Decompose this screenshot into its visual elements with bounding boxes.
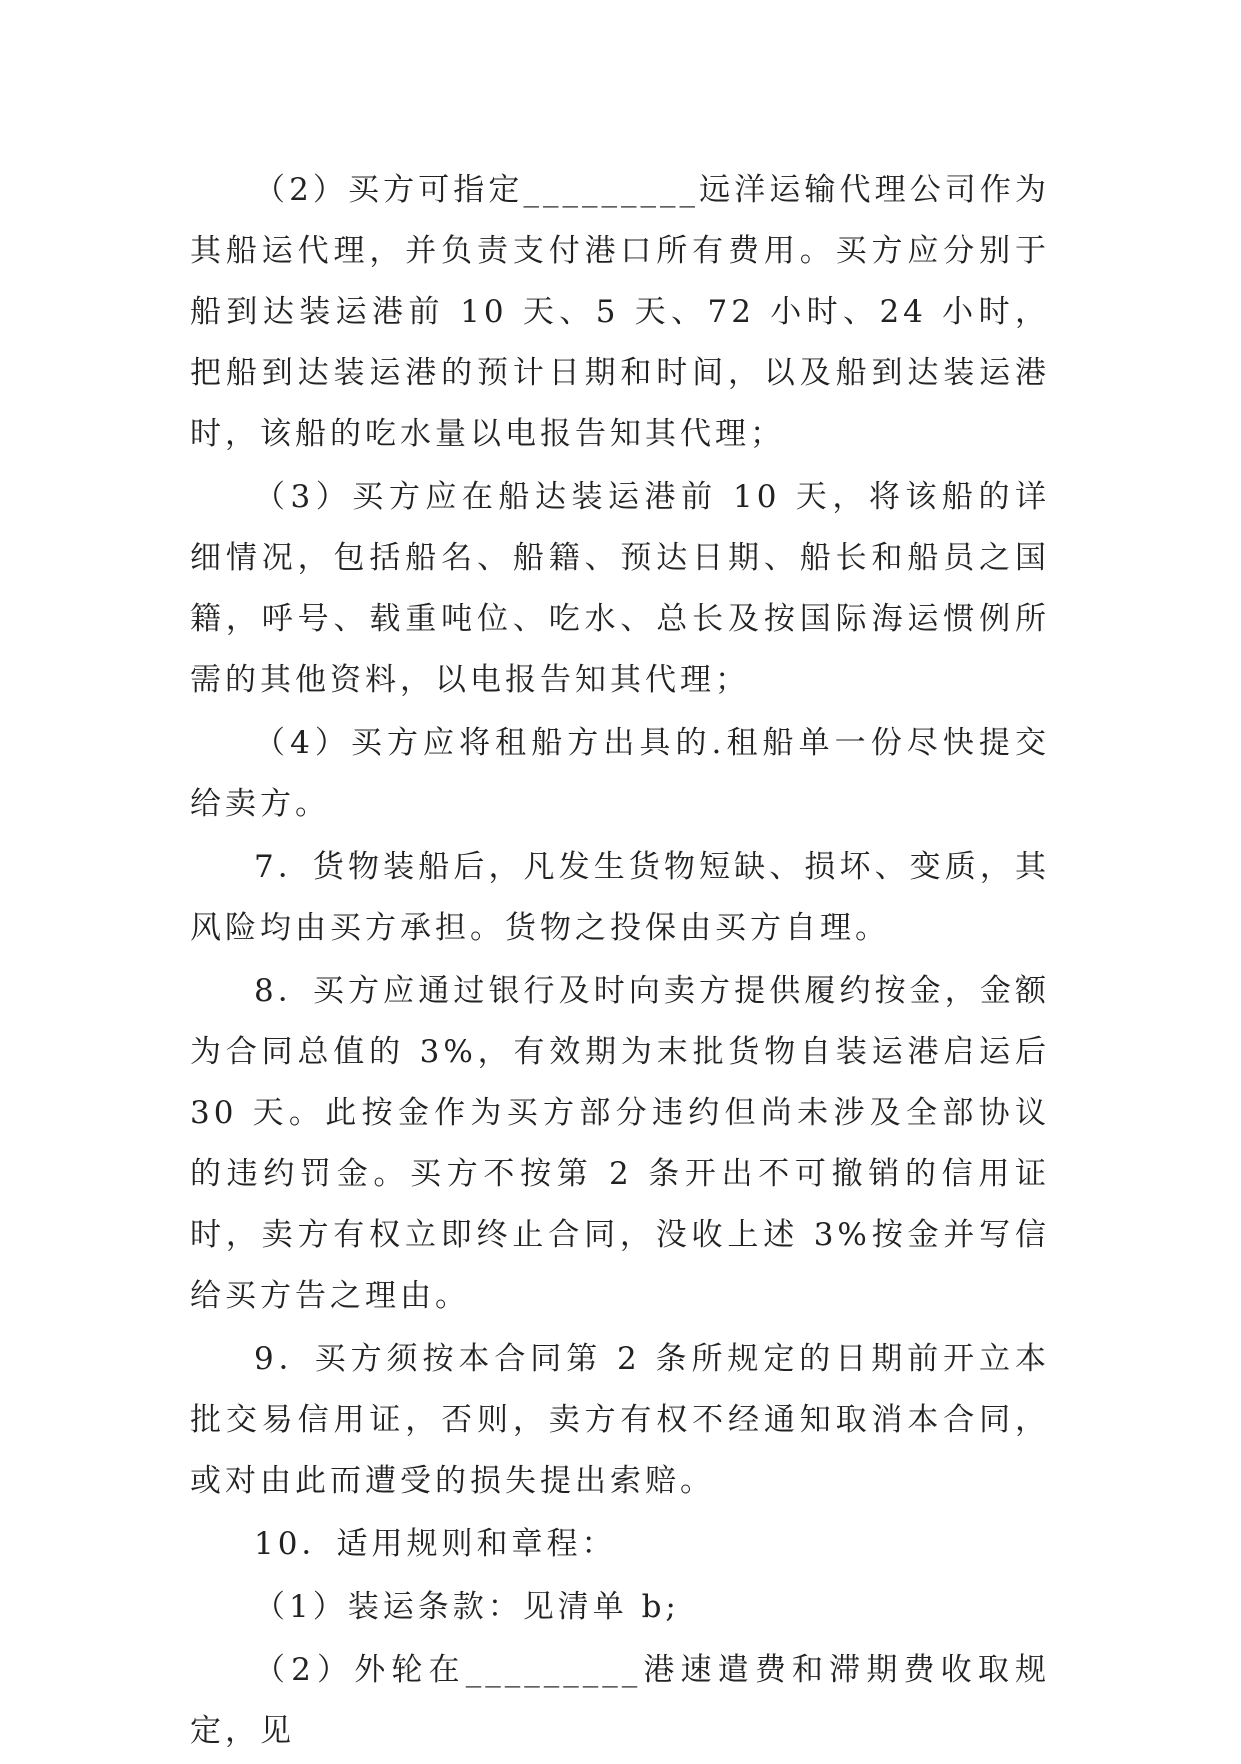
paragraph-clause-9: 9．买方须按本合同第 2 条所规定的日期前开立本批交易信用证，否则，卖方有权不经通知取消本合同，或对由此而遭受的损失提出索赔。 <box>190 1341 1050 1499</box>
document-body <box>190 160 1050 1764</box>
paragraph-clause-8: 8．买方应通过银行及时向卖方提供履约按金，金额为合同总值的 3%，有效期为末批货物自装运港启运后 30 天。此按金作为买方部分违约但尚未涉及全部协议的违约罚金。买方不按第 2 条开出不可撤销的信用证时，卖方有权立即终止合同，没收上述 3%按金并写信给买方告之理由。 <box>190 973 1050 1314</box>
paragraph-vessel-details: （3）买方应在船达装运港前 10 天，将该船的详细情况，包括船名、船籍、预达日期、船长和船员之国籍，呼号、载重吨位、吃水、总长及按国际海运惯例所需的其他资料，以电报告知其代理； <box>190 479 1050 698</box>
paragraph-clause-10-1: （1）装运条款：见清单 b; <box>254 1589 680 1625</box>
paragraph-clause-10: 10．适用规则和章程： <box>254 1526 617 1562</box>
paragraph-clause-7: 7．货物装船后，凡发生货物短缺、损坏、变质，其风险均由买方承担。货物之投保由买方自理。 <box>190 849 1050 946</box>
paragraph-clause-10-2: （2）外轮在_________港速遣费和滞期费收取规定，见 <box>190 1652 1050 1749</box>
paragraph-shipping-agent: （2）买方可指定_________远洋运输代理公司作为其船运代理，并负责支付港口所有费用。买方应分别于船到达装运港前 10 天、5 天、72 小时、24 小时，把船到达装运港的预计日期和时间，以及船到达装运港时，该船的吃水量以电报告知其代理； <box>190 172 1050 452</box>
paragraph-charter-party: （4）买方应将租船方出具的.租船单一份尽快提交给卖方。 <box>190 725 1050 822</box>
